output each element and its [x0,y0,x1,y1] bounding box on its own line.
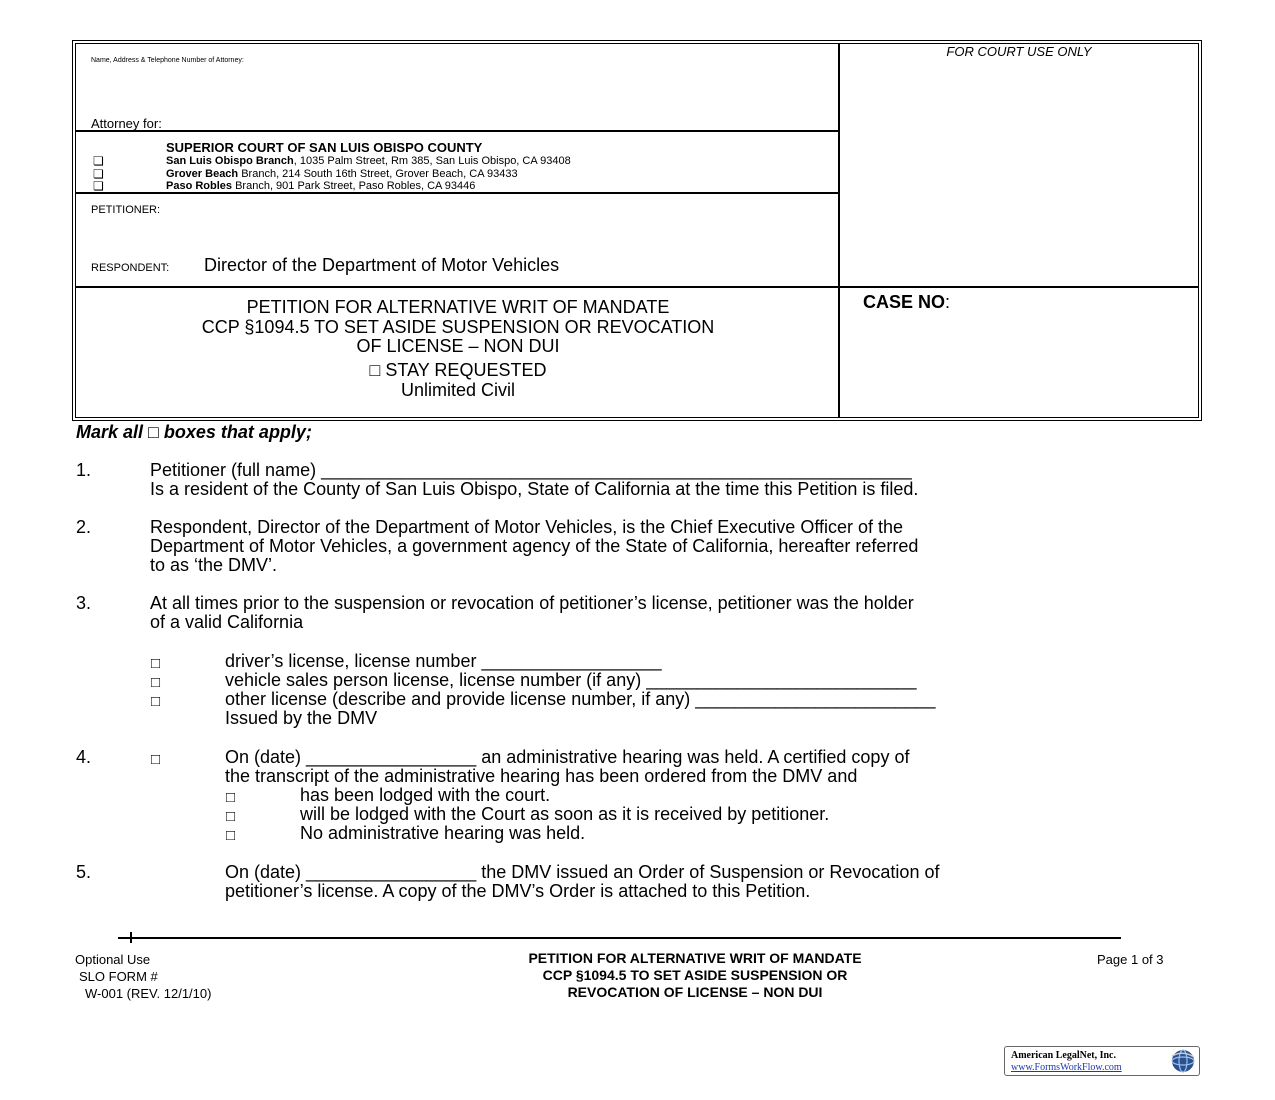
divider-title [76,286,1198,288]
footer-page-number: Page 1 of 3 [1097,952,1164,967]
item-4-option-will-lodge: will be lodged with the Court as soon as it is received by petitioner. [300,804,830,824]
footer-title [420,950,970,1001]
respondent-value: Director of the Department of Motor Vehicles [204,255,560,275]
respondent-label: RESPONDENT: [91,262,170,274]
instruction: Mark all □ boxes that apply; [76,422,312,442]
attorney-label: Name, Address & Telephone Number of Attorney: [91,57,244,64]
footer-form-number: W-001 (REV. 12/1/10) [85,986,212,1001]
branch-grover-address: Branch, 214 South 16th Street, Grover Beach, CA 93433 [238,168,518,180]
item-3-line-1: At all times prior to the suspension or revocation of petitioner’s license, petitioner was the holder [150,593,914,613]
branch-paso [166,180,475,192]
branch-checkbox-paso[interactable]: ❏ [93,179,104,193]
item-3-checkbox-sales[interactable]: □ [151,674,161,691]
item-4-checkbox[interactable]: □ [151,751,161,768]
item-3-issued: Issued by the DMV [225,708,378,728]
stay-requested[interactable]: □ STAY REQUESTED [369,359,547,380]
item-3-option-sales: vehicle sales person license, license number (if any) ___________________________ [225,670,917,690]
case-no-colon: : [945,292,951,312]
item-3-number: 3. [76,593,92,613]
footer-slo-form: SLO FORM # [79,969,158,984]
footer-title-line-1: PETITION FOR ALTERNATIVE WRIT OF MANDATE [528,950,862,966]
item-3-checkbox-other[interactable]: □ [151,693,161,710]
item-3-line-2: of a valid California [150,612,304,632]
item-5-line-1: On (date) _________________ the DMV issued an Order of Suspension or Revocation of [225,862,940,882]
petitioner-label: PETITIONER: [91,204,161,216]
branch-slo-address: , 1035 Palm Street, Rm 385, San Luis Obispo, CA 93408 [293,155,571,167]
item-3-checkbox-drivers[interactable]: □ [151,655,161,672]
court-use-label: FOR COURT USE ONLY [946,44,1092,59]
item-4-option-lodged: has been lodged with the court. [300,785,551,805]
item-2-line-1: Respondent, Director of the Department of Motor Vehicles, is the Chief Executive Officer of the [150,517,904,537]
item-3-option-other: other license (describe and provide license number, if any) ________________________ [225,689,936,709]
item-4-checkbox-lodged[interactable]: □ [226,789,236,806]
footer-optional-use: Optional Use [75,952,151,967]
logo-website-link[interactable]: www.FormsWorkFlow.com [1011,1062,1122,1073]
branch-slo [166,155,571,167]
item-4-number: 4. [76,747,92,767]
form-title [78,298,838,401]
item-1-number: 1. [76,460,92,480]
branch-paso-name: Paso Robles [166,180,233,192]
globe-icon [1169,1048,1197,1074]
footer-rule-tick [130,932,132,943]
american-legalnet-logo[interactable] [1004,1046,1200,1076]
item-4-line-2: the transcript of the administrative hearing has been ordered from the DMV and [225,766,858,786]
court-name: SUPERIOR COURT OF SAN LUIS OBISPO COUNTY [166,140,483,155]
attorney-for-label: Attorney for: [91,116,162,131]
footer-title-line-3: REVOCATION OF LICENSE – NON DUI [567,984,823,1000]
item-4-line-1: On (date) _________________ an administrative hearing was held. A certified copy of [225,747,910,767]
item-5-number: 5. [76,862,92,882]
branch-paso-address: Branch, 901 Park Street, Paso Robles, CA 93446 [232,180,476,192]
item-2-number: 2. [76,517,92,537]
divider-court [76,130,839,132]
branch-checkbox-grover[interactable]: ❏ [93,167,104,181]
case-no [863,292,950,313]
branch-grover-name: Grover Beach [166,168,239,180]
item-2-line-2: Department of Motor Vehicles, a government agency of the State of California, hereafter referred [150,536,919,556]
form-title-line-3: OF LICENSE – NON DUI [356,336,560,356]
form-title-line-2: CCP §1094.5 TO SET ASIDE SUSPENSION OR REVOCATION [201,316,715,337]
item-4-checkbox-will-lodge[interactable]: □ [226,808,236,825]
footer-rule [118,937,1121,939]
item-5-line-2: petitioner’s license. A copy of the DMV’s Order is attached to this Petition. [225,881,811,901]
branch-grover [166,168,518,180]
branch-checkbox-slo[interactable]: ❏ [93,154,104,168]
item-1-line-2: Is a resident of the County of San Luis Obispo, State of California at the time this Petition is filed. [150,479,919,499]
item-3-option-drivers: driver’s license, license number __________________ [225,651,662,671]
divider-parties [76,192,839,194]
unlimited-civil: Unlimited Civil [400,380,516,400]
item-1-line-1[interactable]: Petitioner (full name) ___________________________________________________________ [150,460,912,480]
footer-title-line-2: CCP §1094.5 TO SET ASIDE SUSPENSION OR [542,967,848,983]
case-no-label: CASE NO [863,292,946,312]
header-divider-vertical [838,43,840,418]
item-4-checkbox-no-hearing[interactable]: □ [226,827,236,844]
branch-slo-name: San Luis Obispo Branch [166,155,294,167]
item-2-line-3: to as ‘the DMV’. [150,555,278,575]
item-4-option-no-hearing: No administrative hearing was held. [300,823,586,843]
logo-company-name: American LegalNet, Inc. [1011,1050,1116,1061]
form-title-line-1: PETITION FOR ALTERNATIVE WRIT OF MANDATE [246,297,670,317]
